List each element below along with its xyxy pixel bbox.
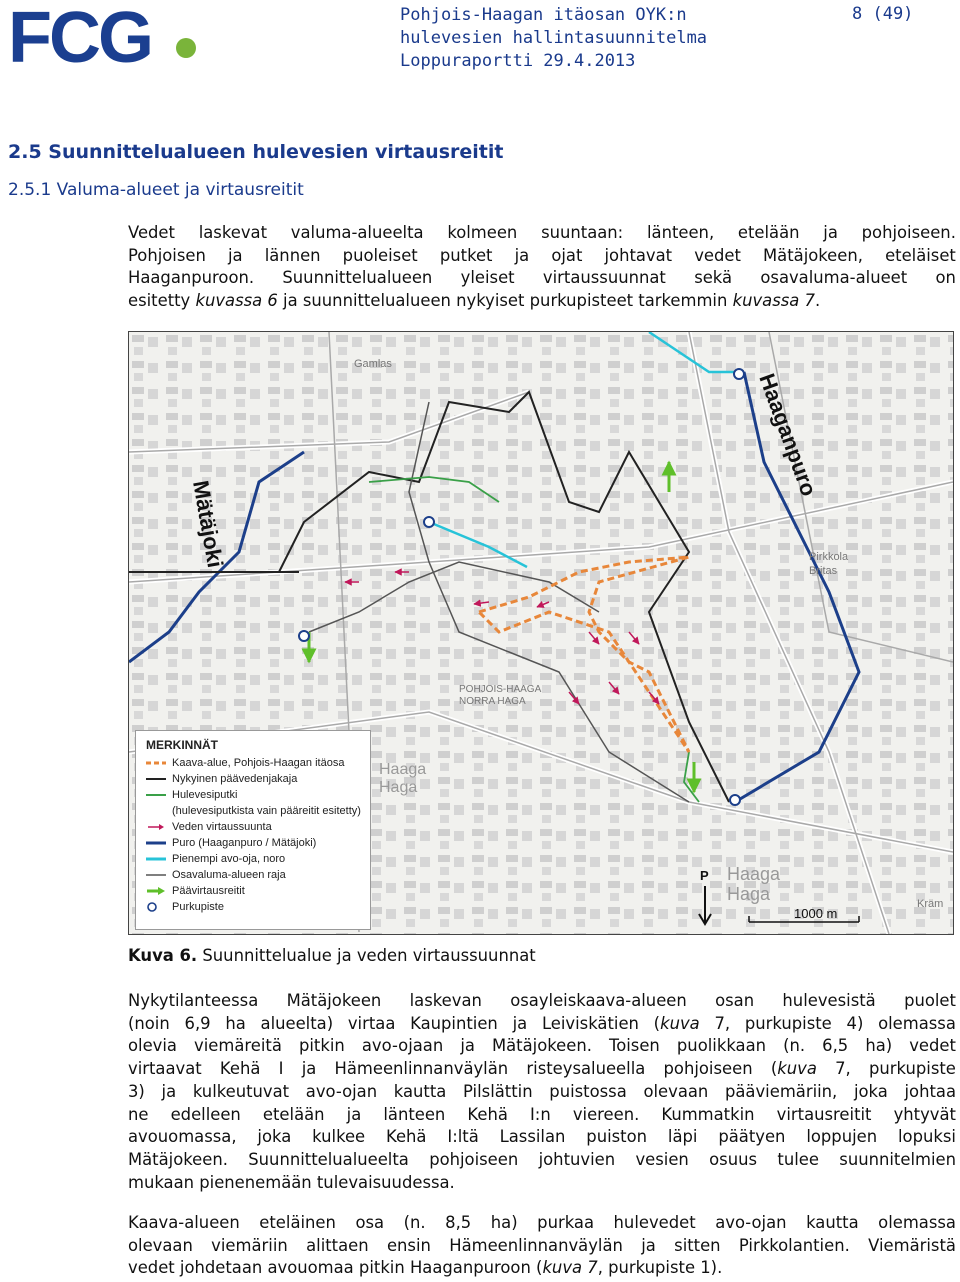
- text-word: purkupiste: [868, 1059, 956, 1079]
- text-word: .: [814, 291, 821, 311]
- text-word: (kuva: [653, 1013, 700, 1033]
- place-label: POHJOIS-HAAGA: [459, 684, 542, 695]
- map-figure: [128, 331, 954, 935]
- text-word: yhtyvät: [893, 1104, 956, 1124]
- text-word: (kuva: [770, 1059, 817, 1079]
- legend-item: Kaava-alue, Pohjois-Haagan itäosa: [146, 757, 344, 769]
- text-word: johtavat: [604, 245, 673, 265]
- text-word: Nykytilanteessa: [128, 991, 259, 1010]
- legend-item: Osavaluma-alueen raja: [146, 869, 286, 881]
- text-word: Leiviskätien: [541, 1013, 639, 1033]
- legend-item: Purkupiste: [146, 901, 224, 913]
- text-word: putket: [439, 245, 493, 265]
- text-line: [128, 290, 956, 313]
- text-word: kautta: [393, 1081, 447, 1101]
- text-line: [128, 1235, 956, 1258]
- text-word: kuva 7: [542, 1258, 598, 1278]
- map-legend: [135, 730, 371, 930]
- text-word: ensin: [386, 1235, 431, 1255]
- scale-label: 1000 m: [794, 906, 838, 921]
- text-word: sitten: [674, 1235, 721, 1255]
- text-word: puoleiset: [342, 245, 418, 265]
- text-word: Kaupintien: [410, 1013, 498, 1033]
- text-word: osavaluma-alueet: [760, 268, 908, 288]
- text-word: pohjoiseen: [429, 1149, 519, 1169]
- text-word: Hämeenlinnanväylän: [449, 1235, 623, 1255]
- text-word: ne: [128, 1104, 149, 1124]
- text-word: pohjoiseen.: [861, 223, 956, 242]
- text-word: (noin: [128, 1013, 170, 1033]
- text-word: viereen.: [572, 1104, 640, 1124]
- text-word: laskevat: [198, 223, 268, 242]
- text-word: viemäriin: [211, 1235, 288, 1255]
- text-word: purkupiste: [744, 1013, 832, 1033]
- legend-item: Puro (Haaganpuro / Mätäjoki): [146, 837, 316, 849]
- text-word: virtaussuunnat: [542, 268, 666, 288]
- text-word: ha): [865, 1036, 893, 1056]
- text-word: Kehä: [219, 1059, 261, 1079]
- legend-swatch-flow-arrow: [146, 822, 166, 832]
- text-word: ja: [301, 1059, 317, 1079]
- text-word: kulkee: [312, 1127, 366, 1147]
- text-word: etelään: [262, 1104, 325, 1124]
- text-word: ja: [514, 245, 530, 265]
- text-word: puiston: [586, 1127, 648, 1147]
- legend-item: Veden virtaussuunta: [146, 821, 272, 833]
- text-word: olevaan: [643, 1081, 709, 1101]
- legend-swatch-main-flow: [146, 886, 166, 896]
- legend-swatch-outlet: [146, 902, 166, 912]
- text-word: joka: [853, 1081, 888, 1101]
- text-word: lopuksi: [898, 1127, 956, 1147]
- legend-item: Hulevesiputki: [146, 789, 237, 801]
- place-label: Gamlas: [354, 358, 392, 370]
- text-word: länteen,: [646, 223, 715, 242]
- text-word: Toisen: [609, 1036, 660, 1056]
- text-word: etelään: [737, 223, 800, 242]
- text-line: [128, 1126, 956, 1149]
- caption-text: Suunnittelualue ja veden virtaussuunnat: [197, 946, 536, 965]
- legend-swatch-divide: [146, 774, 166, 784]
- legend-item: Nykyinen päävedenjakaja: [146, 773, 297, 785]
- text-word: , purkupiste 1).: [597, 1258, 723, 1278]
- text-word: suunnitelmien: [839, 1149, 956, 1169]
- text-word: ha: [225, 1013, 246, 1033]
- text-word: Lassilan: [499, 1127, 566, 1147]
- text-word: Pilslättin: [463, 1081, 533, 1101]
- text-word: ja: [346, 1104, 362, 1124]
- text-line: [128, 1172, 956, 1195]
- text-word: Mätäjokeen.: [492, 1036, 592, 1056]
- text-word: olemassa: [878, 1013, 956, 1033]
- text-word: 7,: [714, 1013, 731, 1033]
- text-word: Kehä: [467, 1104, 508, 1124]
- text-word: joka: [257, 1127, 292, 1147]
- text-word: kolmeen: [447, 223, 518, 242]
- text-word: vedet: [909, 1036, 956, 1056]
- legend-swatch-plan-area: [146, 758, 166, 768]
- text-word: olevaan: [128, 1235, 193, 1255]
- text-line: [128, 1013, 956, 1036]
- logo-text: FCG: [8, 2, 151, 72]
- text-word: Suunnittelualueen: [282, 268, 433, 288]
- text-word: vedet: [694, 245, 741, 265]
- text-word: 6,5: [822, 1036, 849, 1056]
- text-word: läpi: [667, 1127, 698, 1147]
- text-word: 6,9: [184, 1013, 211, 1033]
- text-word: Haaganpuroon.: [128, 268, 255, 288]
- place-label: Haaga: [727, 864, 781, 884]
- text-word: Pohjoisen: [128, 245, 206, 265]
- text-word: ja: [161, 1081, 177, 1101]
- text-word: viemäreitä: [194, 1036, 282, 1056]
- text-line: [128, 222, 956, 245]
- text-word: Mätäjokeen: [286, 991, 382, 1010]
- text-word: ja: [641, 1235, 656, 1255]
- text-line: [128, 990, 956, 1013]
- legend-item: (hulevesiputkista vain pääreitit esitetty): [172, 805, 361, 817]
- text-word: virtaa: [347, 1013, 396, 1033]
- paragraph-2: [128, 990, 956, 1194]
- text-word: I:ltä: [447, 1127, 479, 1147]
- text-word: puistossa: [549, 1081, 627, 1101]
- paragraph-1: [128, 222, 956, 313]
- text-word: eteläinen: [259, 1213, 336, 1232]
- text-word: ojat: [551, 245, 583, 265]
- text-word: pohjoiseen: [663, 1059, 753, 1079]
- text-word: Kaava-alueen: [128, 1213, 240, 1232]
- text-word: purkaa: [537, 1213, 594, 1232]
- text-line: [128, 1035, 956, 1058]
- text-word: alueelta): [260, 1013, 334, 1033]
- text-word: avo-ojaan: [361, 1036, 444, 1056]
- text-word: 8,5: [445, 1213, 472, 1232]
- text-word: hulevedet: [613, 1213, 696, 1232]
- text-word: johtaa: [904, 1081, 956, 1101]
- logo-dot: [176, 38, 196, 58]
- text-word: olemassa: [878, 1213, 956, 1232]
- text-word: ja: [460, 1036, 475, 1056]
- text-word: osan: [715, 991, 755, 1010]
- text-line: [128, 1257, 956, 1280]
- text-word: kuvassa 6: [195, 291, 278, 311]
- text-line: [128, 1104, 956, 1127]
- text-word: kulkeutuvat: [192, 1081, 290, 1101]
- legend-item: Päävirtausreitit: [146, 885, 245, 897]
- text-word: virtausreitit: [776, 1104, 872, 1124]
- text-word: edelleen: [170, 1104, 241, 1124]
- text-word: Mätäjokeen.: [128, 1149, 228, 1169]
- text-word: pääviemäriin,: [724, 1081, 838, 1101]
- north-label: P: [700, 868, 709, 883]
- text-word: puolet: [904, 991, 956, 1010]
- place-label: Pirkkola: [809, 551, 849, 563]
- text-word: tulee: [777, 1149, 819, 1169]
- text-word: pitkin: [298, 1036, 345, 1056]
- text-word: ja: [823, 223, 838, 242]
- text-word: osa: [355, 1213, 385, 1232]
- text-word: länteen: [383, 1104, 446, 1124]
- text-word: avo-ojan: [715, 1213, 787, 1232]
- text-word: Mätäjokeen,: [763, 245, 863, 265]
- text-word: avo-ojan: [305, 1081, 378, 1101]
- place-label: Haga: [727, 884, 771, 904]
- text-word: ha): [490, 1213, 518, 1232]
- text-word: Kummatkin: [661, 1104, 755, 1124]
- text-word: olevia: [128, 1036, 177, 1056]
- header-info: [400, 4, 707, 73]
- text-word: Hämeenlinnanväylän: [334, 1059, 509, 1079]
- header-line: Loppuraportti 29.4.2013: [400, 51, 636, 71]
- text-word: päätyen: [718, 1127, 786, 1147]
- text-word: risteysalueella: [526, 1059, 646, 1079]
- text-word: lännen: [264, 245, 321, 265]
- text-word: alittaen: [306, 1235, 369, 1255]
- text-word: Pirkkolantien.: [738, 1235, 850, 1255]
- text-line: [128, 267, 956, 290]
- header-line: Pohjois-Haagan itäosan OYK:n: [400, 5, 687, 25]
- place-label: Haaga: [379, 761, 427, 778]
- header-line: hulevesien hallintasuunnitelma: [400, 28, 708, 48]
- text-word: vesien: [635, 1149, 689, 1169]
- text-word: kautta: [806, 1213, 859, 1232]
- haaganpuro-label: Haaganpuro: [754, 370, 822, 500]
- text-word: 3): [128, 1081, 145, 1101]
- legend-title: MERKINNÄT: [146, 738, 218, 752]
- text-word: eteläiset: [885, 245, 956, 265]
- text-word: kuvassa 7: [732, 291, 815, 311]
- place-label: Kräm: [917, 898, 944, 910]
- text-word: Vedet: [128, 223, 175, 242]
- text-word: 4): [846, 1013, 864, 1033]
- text-word: hulevesistä: [782, 991, 876, 1010]
- legend-swatch-pipe: [146, 790, 166, 800]
- text-word: ja: [227, 245, 243, 265]
- place-label: Britas: [809, 565, 838, 577]
- place-label: NORRA HAGA: [459, 696, 526, 707]
- text-word: 7,: [835, 1059, 851, 1079]
- text-word: sekä: [694, 268, 733, 288]
- text-line: [128, 1081, 956, 1104]
- legend-swatch-subcatchment: [146, 870, 166, 880]
- text-word: ja: [512, 1013, 528, 1033]
- text-line: [128, 1212, 956, 1235]
- text-word: ja suunnittelualueen nykyiset purkupisteet tarkemmin: [277, 291, 733, 311]
- place-label: Haga: [379, 779, 418, 796]
- legend-swatch-stream: [146, 838, 166, 848]
- text-word: loppujen: [806, 1127, 878, 1147]
- text-word: osayleiskaava-alueen: [510, 991, 687, 1010]
- text-word: Viemäristä: [868, 1235, 956, 1255]
- text-word: vedet johdetaan avouomaa pitkin Haaganpuroon (: [128, 1258, 543, 1278]
- text-word: I:n: [529, 1104, 551, 1124]
- text-line: [128, 245, 956, 268]
- page-number: 8 (49): [852, 4, 914, 24]
- text-word: johtuvien: [538, 1149, 616, 1169]
- text-word: virtaavat: [128, 1059, 202, 1079]
- matajoki-label: Mätäjoki: [188, 478, 228, 570]
- text-word: on: [935, 268, 956, 288]
- caption-label: Kuva 6.: [128, 946, 198, 965]
- text-line: [128, 1058, 956, 1081]
- section-heading: 2.5 Suunnittelualueen hulevesien virtausreitit: [8, 141, 504, 163]
- text-line: [128, 1149, 956, 1172]
- text-word: avouomassa,: [128, 1127, 237, 1147]
- text-word: Kehä: [386, 1127, 427, 1147]
- text-word: yleiset: [460, 268, 515, 288]
- text-word: laskevan: [409, 991, 482, 1010]
- text-word: (n.: [783, 1036, 806, 1056]
- text-word: mukaan pienenemään tulevaisuudessa.: [128, 1172, 455, 1192]
- legend-item: Pienempi avo-oja, noro: [146, 853, 285, 865]
- legend-swatch-ditch: [146, 854, 166, 864]
- text-word: valuma-alueelta: [290, 223, 424, 242]
- paragraph-3: [128, 1212, 956, 1280]
- fcg-logo: [8, 2, 198, 72]
- text-word: esitetty: [128, 291, 196, 311]
- text-word: suuntaan:: [541, 223, 624, 242]
- text-word: I: [278, 1059, 284, 1079]
- text-word: puolikkaan: [676, 1036, 767, 1056]
- subsection-heading: 2.5.1 Valuma-alueet ja virtausreitit: [8, 180, 304, 200]
- figure-caption: [128, 946, 536, 965]
- text-word: Suunnittelualueelta: [248, 1149, 409, 1169]
- text-word: (n.: [403, 1213, 426, 1232]
- text-word: osuus: [709, 1149, 758, 1169]
